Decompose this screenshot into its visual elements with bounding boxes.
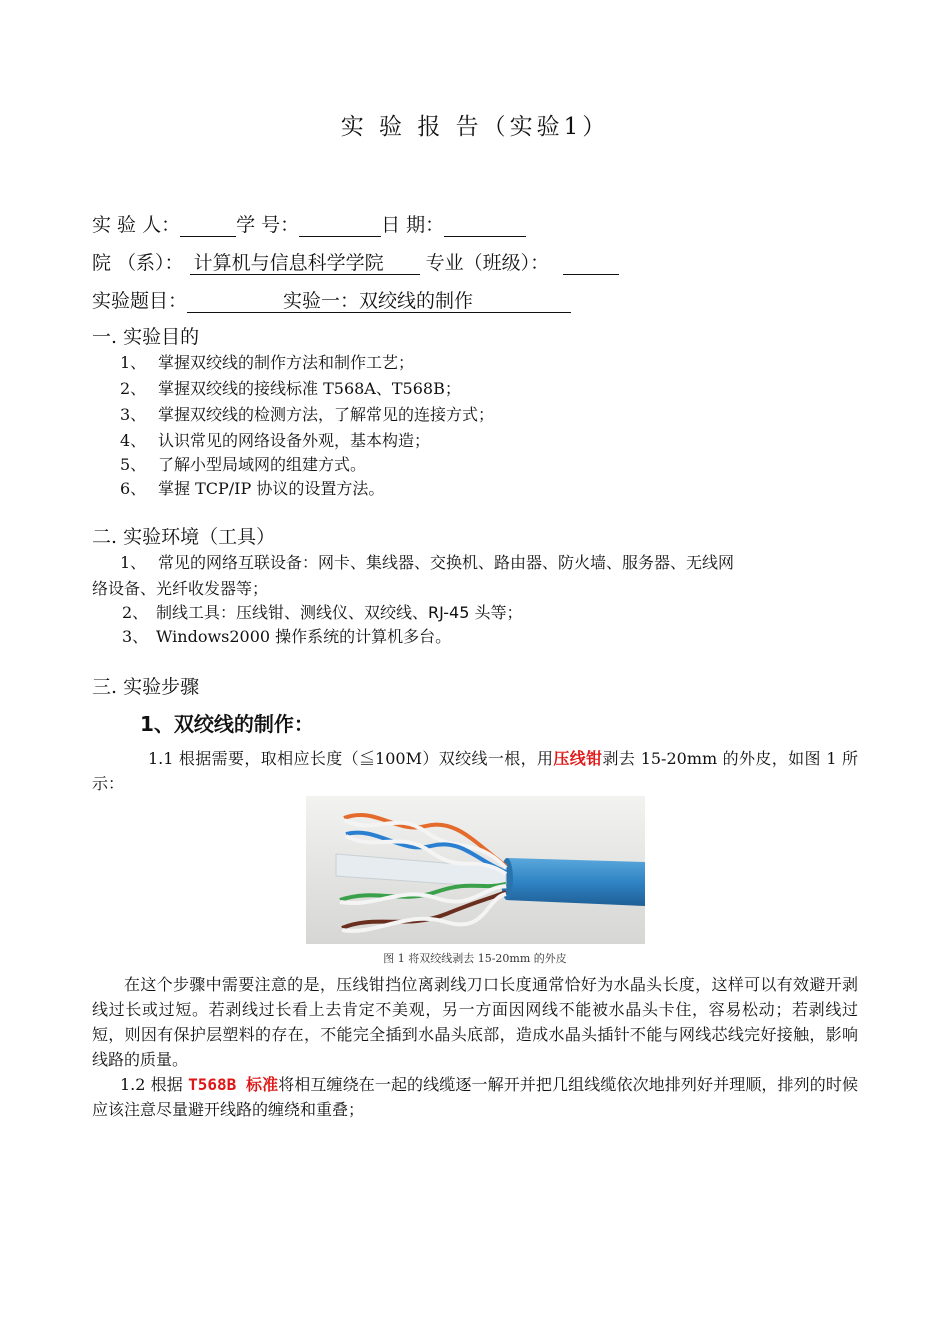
date-label: 日 期： <box>381 214 445 236</box>
list-item: 5、 了解小型局域网的组建方式。 <box>120 455 367 474</box>
major-blank <box>563 254 619 275</box>
major-label: 专业（班级）： <box>425 252 550 274</box>
experimenter-line <box>92 210 526 237</box>
twisted-pair-cable-photo <box>306 796 645 944</box>
env-item-3: 3、 Windows2000 操作系统的计算机多台。 <box>122 627 452 646</box>
list-item: 3、 掌握双绞线的检测方法，了解常见的连接方式； <box>120 405 495 424</box>
env-item-1-line-2: 络设备、光纤收发器等； <box>92 579 269 598</box>
list-item: 4、 认识常见的网络设备外观，基本构造； <box>120 431 431 450</box>
department-value: 计算机与信息科学学院 <box>190 252 420 275</box>
date-blank <box>444 216 526 237</box>
paragraph-1-1: 1.1 根据需要，取相应长度（≦100M）双绞线一根，用压线钳剥去 15-20mm 的外皮，如图 1 所示： <box>92 749 858 793</box>
department-line <box>92 248 619 275</box>
list-item: 2、 掌握双绞线的接线标准 T568A、T568B； <box>120 379 461 398</box>
highlight-t568b: T568B 标准 <box>188 1075 279 1094</box>
list-item: 6、 掌握 TCP/IP 协议的设置方法。 <box>120 479 385 498</box>
student-id-blank <box>299 216 381 237</box>
env-item-2: 2、 制线工具：压线钳、测线仪、双绞线、RJ-45 头等； <box>122 603 523 622</box>
list-item: 1、 掌握双绞线的制作方法和制作工艺； <box>120 353 415 372</box>
env-item-1-line-1: 1、 常见的网络互联设备：网卡、集线器、交换机、路由器、防火墙、服务器、无线网 <box>120 553 735 572</box>
experimenter-label: 实 验 人： <box>92 214 181 236</box>
experimenter-blank <box>180 216 236 237</box>
paragraph-1-2: 1.2 根据 T568B 标准将相互缠绕在一起的线缆逐一解开并把几组线缆依次地排列好并理顺，排列的时候应该注意尽量避开线路的缠绕和重叠； <box>92 1075 858 1119</box>
step-1-title: 1、双绞线的制作： <box>140 712 314 736</box>
topic-value: 实验一：双绞线的制作 <box>187 290 571 313</box>
topic-line <box>92 286 571 313</box>
student-id-label: 学 号： <box>236 214 300 236</box>
figure-caption: 图 1 将双绞线剥去 15-20mm 的外皮 <box>383 952 567 965</box>
section-3-heading: 三. 实验步骤 <box>92 676 200 698</box>
page-title: 实 验 报 告（实验1） <box>340 114 610 140</box>
highlight-crimper: 压线钳 <box>553 749 603 768</box>
section-1-heading: 一. 实验目的 <box>92 326 200 348</box>
paragraph-notes: 在这个步骤中需要注意的是，压线钳挡位离剥线刀口长度通常恰好为水晶头长度，这样可以有效避开剥线过长或过短。若剥线过长看上去肯定不美观，另一方面因网线不能被水晶头卡住，容易松动；若剥线过短，则因有保护层塑料的存在，不能完全插到水晶头底部，造成水晶头插针不能与网线芯线完好接触，影响线路的质量。 <box>92 975 858 1069</box>
topic-label: 实验题目： <box>92 290 188 312</box>
section-2-heading: 二. 实验环境（工具） <box>92 526 276 548</box>
department-label: 院 （系）： <box>92 252 184 274</box>
